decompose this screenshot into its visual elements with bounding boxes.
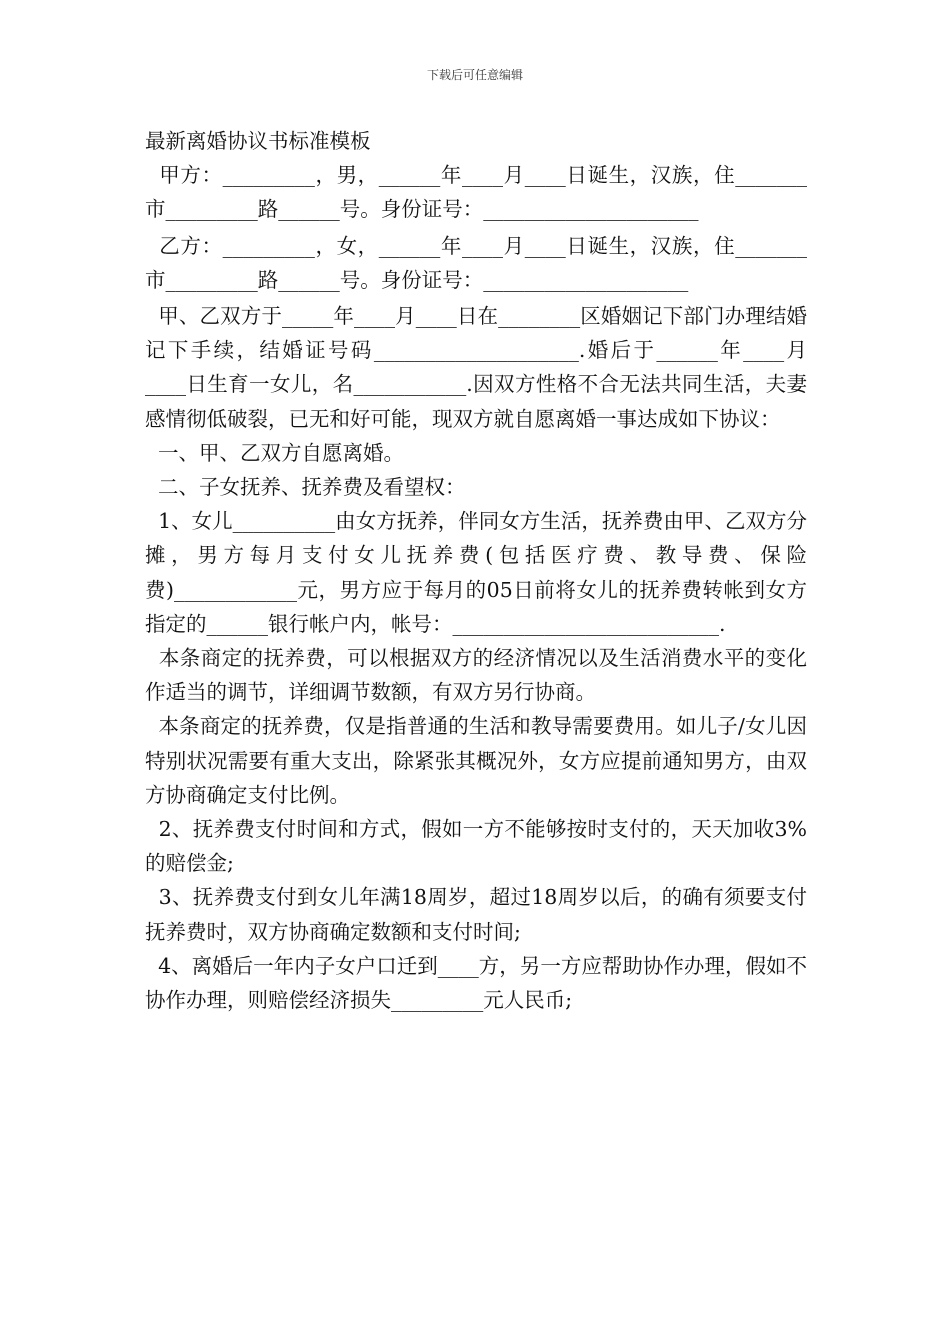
- document-title: 最新离婚协议书标准模板: [145, 129, 371, 153]
- clause-2: 二、子女抚养、抚养费及看望权：: [145, 475, 466, 500]
- clause-1: 一、甲、乙双方自愿离婚。: [145, 440, 405, 465]
- clause-2-note-2: 本条商定的抚养费，仅是指普通的生活和教导需要费用。如儿子/女儿因特别状况需要有重大支出，除紧张其概况外，女方应提前通知男方，由双方协商确定支付比例。: [145, 714, 807, 807]
- party-a-paragraph: 甲方：_________，男，______年____月____日诞生，汉族，住_______市_________路______号。身份证号：_____________________: [145, 163, 807, 222]
- party-b-paragraph: 乙方：_________，女，______年____月____日诞生，汉族，住_______市_________路______号。身份证号：____________________: [145, 233, 807, 292]
- clause-2-item-4: 4、离婚后一年内子女户口迁到____方，另一方应帮助协作办理，假如不协作办理，则赔偿经济损失_________元人民币;: [145, 953, 807, 1013]
- header-note: 下载后可任意编辑: [426, 68, 523, 82]
- clause-2-item-1: 1、女儿__________由女方抚养，伴同女方生活，抚养费由甲、乙双方分摊，男方每月支付女儿抚养费(包括医疗费、教导费、保险费)____________元，男方应于每月的05日前将女儿的抚养费转帐到女方指定的______银行帐户内，帐号：__________________________.: [145, 509, 807, 636]
- clause-2-note-1: 本条商定的抚养费，可以根据双方的经济情况以及生活消费水平的变化作适当的调节，详细调节数额，有双方另行协商。: [145, 646, 807, 705]
- clause-2-item-3: 3、抚养费支付到女儿年满18周岁，超过18周岁以后，的确有须要支付抚养费时，双方协商确定数额和支付时间;: [145, 885, 807, 944]
- marriage-paragraph: 甲、乙双方于_____年____月____日在________区婚姻记下部门办理结婚记下手续，结婚证号码____________________.婚后于______年____月____日生育一女儿，名___________.因双方性格不合无法共同生活，夫妻感情彻低破裂，已无和好可能，现双方就自愿离婚一事达成如下协议：: [145, 304, 807, 431]
- clause-2-item-2: 2、抚养费支付时间和方式，假如一方不能够按时支付的，天天加收3%的赔偿金;: [145, 817, 807, 876]
- document-body: [145, 124, 807, 1017]
